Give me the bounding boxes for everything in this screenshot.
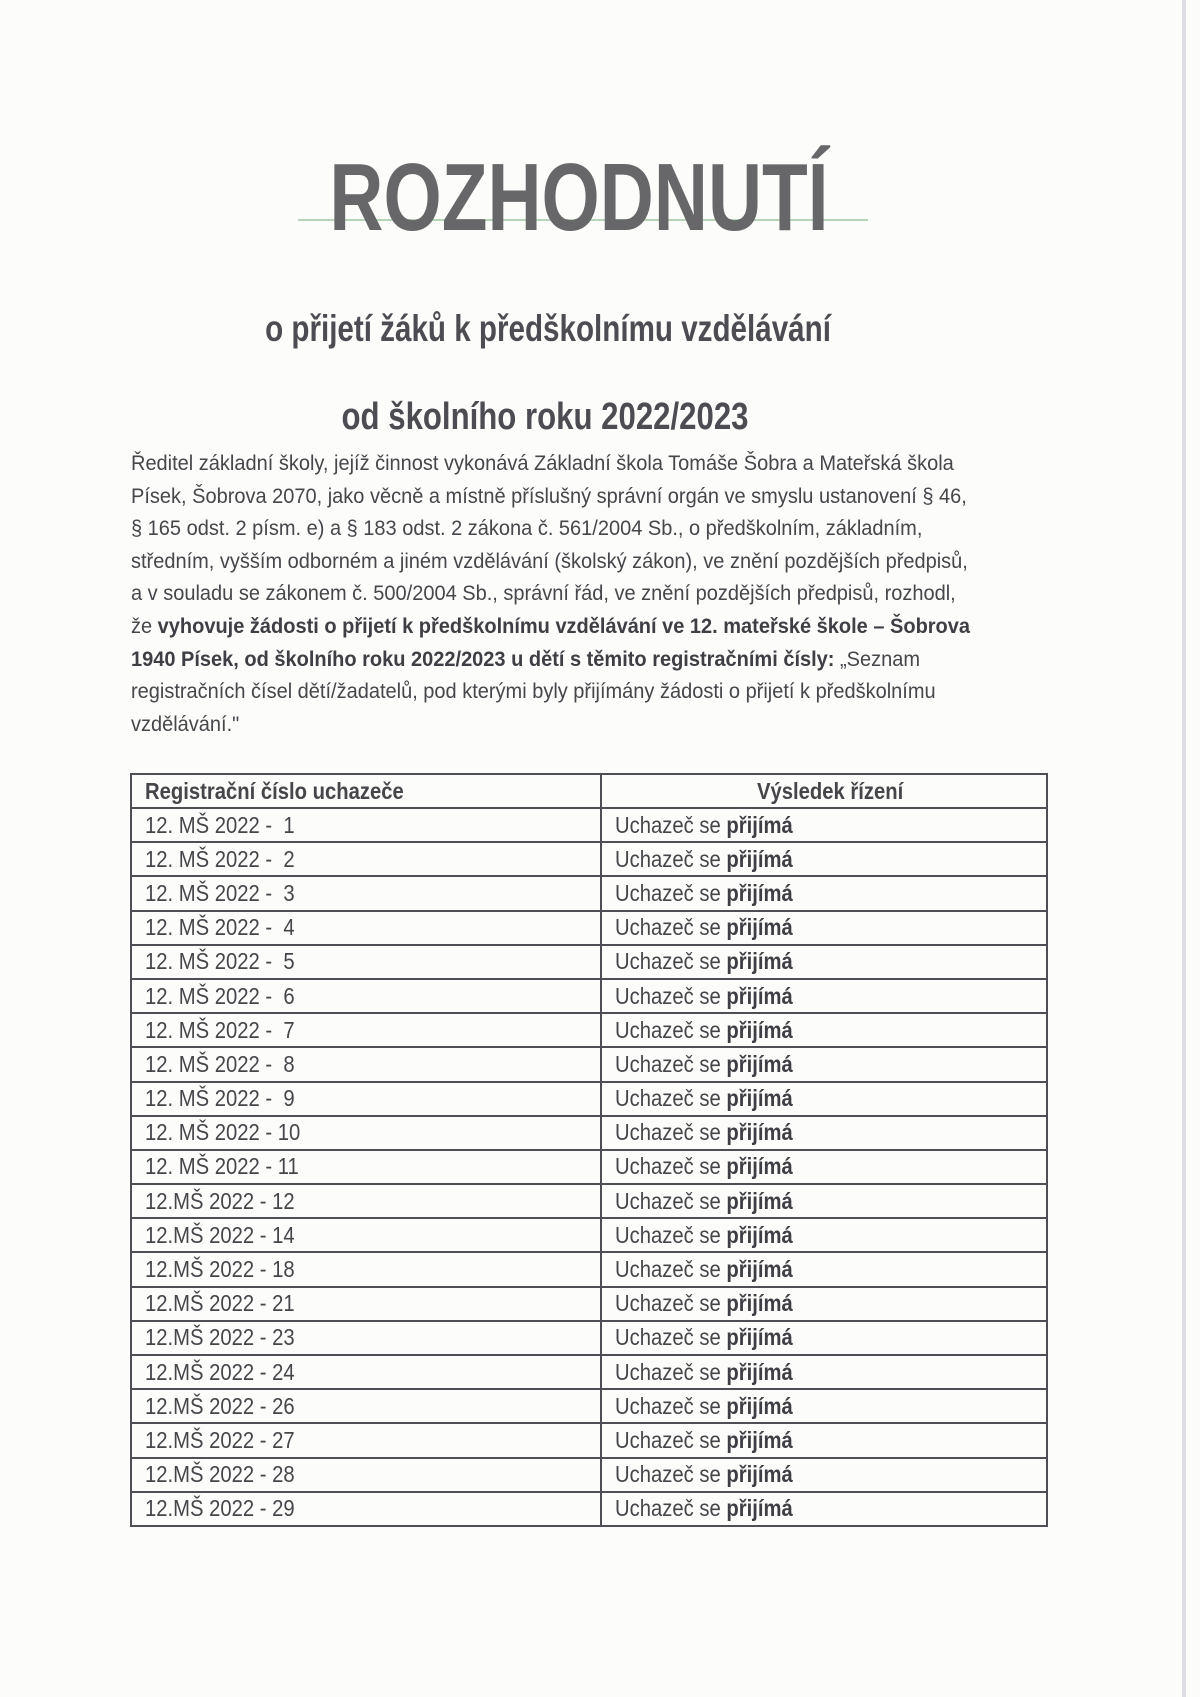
result-cell: Uchazeč se přijímá — [601, 1458, 1047, 1492]
result-cell: Uchazeč se přijímá — [601, 1047, 1047, 1081]
paragraph-line: středním, vyšším odborném a jiném vzdělávání (školský zákon), ve znění pozdějších předpisů, — [131, 548, 968, 573]
header-row — [131, 774, 1047, 808]
table-row — [131, 1082, 1047, 1116]
table-row — [131, 1492, 1047, 1526]
result-emphasis: přijímá — [726, 1495, 793, 1522]
result-emphasis: přijímá — [726, 845, 793, 872]
intro-paragraph — [131, 447, 1070, 740]
table-row — [131, 1355, 1047, 1389]
result-emphasis: přijímá — [726, 1426, 793, 1453]
registration-number-cell: 12.MŠ 2022 - 27 — [131, 1423, 601, 1457]
result-emphasis: přijímá — [726, 1153, 793, 1180]
result-emphasis: přijímá — [726, 1256, 793, 1283]
registration-number-cell: 12. MŠ 2022 - 9 — [131, 1082, 601, 1116]
result-emphasis: přijímá — [726, 1324, 793, 1351]
table-row — [131, 1252, 1047, 1286]
paragraph-line: že vyhovuje žádosti o přijetí k předškolnímu vzdělávání ve 12. mateřské škole – Šobrova — [131, 613, 971, 638]
result-cell: Uchazeč se přijímá — [601, 945, 1047, 979]
document-subtitle: o přijetí žáků k předškolnímu vzdělávání — [265, 308, 831, 349]
table-row — [131, 842, 1047, 876]
result-emphasis: přijímá — [726, 1461, 793, 1488]
result-emphasis: přijímá — [726, 1050, 793, 1077]
table-row — [131, 911, 1047, 945]
result-emphasis: přijímá — [726, 1119, 793, 1146]
paragraph-line: Písek, Šobrova 2070, jako věcně a místně příslušný správní orgán ve smyslu ustanovení § 46, — [131, 483, 967, 508]
registration-number-cell: 12.MŠ 2022 - 26 — [131, 1389, 601, 1423]
result-cell: Uchazeč se přijímá — [601, 1218, 1047, 1252]
result-cell: Uchazeč se přijímá — [601, 1321, 1047, 1355]
table-row — [131, 876, 1047, 910]
registration-number-cell: 12. MŠ 2022 - 8 — [131, 1047, 601, 1081]
result-cell: Uchazeč se přijímá — [601, 1116, 1047, 1150]
registration-number-cell: 12. MŠ 2022 - 2 — [131, 842, 601, 876]
result-emphasis: přijímá — [726, 1358, 793, 1385]
results-table-header — [131, 774, 1047, 808]
result-emphasis: přijímá — [726, 982, 793, 1009]
registration-number-cell: 12. MŠ 2022 - 6 — [131, 979, 601, 1013]
result-cell: Uchazeč se přijímá — [601, 979, 1047, 1013]
result-cell: Uchazeč se přijímá — [601, 1423, 1047, 1457]
registration-number-cell: 12. MŠ 2022 - 10 — [131, 1116, 601, 1150]
result-emphasis: přijímá — [726, 914, 793, 941]
registration-number-cell: 12. MŠ 2022 - 1 — [131, 808, 601, 842]
result-cell: Uchazeč se přijímá — [601, 1389, 1047, 1423]
results-table-body — [131, 808, 1047, 1526]
table-row — [131, 1287, 1047, 1321]
registration-number-cell: 12.MŠ 2022 - 18 — [131, 1252, 601, 1286]
registration-number-cell: 12.MŠ 2022 - 23 — [131, 1321, 601, 1355]
document-title: ROZHODNUTÍ — [329, 144, 829, 251]
registration-number-cell: 12.MŠ 2022 - 14 — [131, 1218, 601, 1252]
result-emphasis: přijímá — [726, 1290, 793, 1317]
result-cell: Uchazeč se přijímá — [601, 1252, 1047, 1286]
result-cell: Uchazeč se přijímá — [601, 1013, 1047, 1047]
table-row — [131, 1116, 1047, 1150]
header-result: Výsledek řízení — [601, 774, 1047, 808]
registration-number-cell: 12.MŠ 2022 - 28 — [131, 1458, 601, 1492]
registration-number-cell: 12. MŠ 2022 - 4 — [131, 911, 601, 945]
result-emphasis: přijímá — [726, 1392, 793, 1419]
result-emphasis: přijímá — [726, 1085, 793, 1112]
result-emphasis: přijímá — [726, 1187, 793, 1214]
registration-number-cell: 12.MŠ 2022 - 24 — [131, 1355, 601, 1389]
result-emphasis: přijímá — [726, 1016, 793, 1043]
table-row — [131, 1013, 1047, 1047]
registration-number-cell: 12. MŠ 2022 - 5 — [131, 945, 601, 979]
registration-number-cell: 12. MŠ 2022 - 3 — [131, 876, 601, 910]
result-cell: Uchazeč se přijímá — [601, 842, 1047, 876]
paragraph-line: Ředitel základní školy, jejíž činnost vykonává Základní škola Tomáše Šobra a Mateřská škola — [131, 451, 954, 475]
result-cell: Uchazeč se přijímá — [601, 911, 1047, 945]
result-cell: Uchazeč se přijímá — [601, 1355, 1047, 1389]
registration-number-cell: 12. MŠ 2022 - 7 — [131, 1013, 601, 1047]
table-row — [131, 1184, 1047, 1218]
table-row — [131, 945, 1047, 979]
table-row — [131, 1047, 1047, 1081]
results-table — [130, 773, 1048, 1527]
table-row — [131, 1150, 1047, 1184]
paragraph-line: registračních čísel dětí/žadatelů, pod kterými byly přijímány žádosti o přijetí k předškolnímu — [131, 679, 936, 704]
registration-number-cell: 12. MŠ 2022 - 11 — [131, 1150, 601, 1184]
paragraph-line: 1940 Písek, od školního roku 2022/2023 u dětí s těmito registračními čísly: „Seznam — [131, 646, 921, 671]
result-cell: Uchazeč se přijímá — [601, 808, 1047, 842]
paragraph-line: a v souladu se zákonem č. 500/2004 Sb., správní řád, ve znění pozdějších předpisů, rozhodl, — [131, 581, 956, 606]
scanner-edge-line — [1182, 0, 1186, 1697]
header-registration-number: Registrační číslo uchazeče — [131, 774, 601, 808]
table-row — [131, 1423, 1047, 1457]
registration-number-cell: 12.MŠ 2022 - 12 — [131, 1184, 601, 1218]
result-cell: Uchazeč se přijímá — [601, 1287, 1047, 1321]
result-cell: Uchazeč se přijímá — [601, 1082, 1047, 1116]
result-emphasis: přijímá — [726, 1221, 793, 1248]
registration-number-cell: 12.MŠ 2022 - 21 — [131, 1287, 601, 1321]
result-cell: Uchazeč se přijímá — [601, 1492, 1047, 1526]
paragraph-line: § 165 odst. 2 písm. e) a § 183 odst. 2 zákona č. 561/2004 Sb., o předškolním, základním, — [131, 516, 923, 541]
table-row — [131, 808, 1047, 842]
table-row — [131, 1218, 1047, 1252]
result-emphasis: přijímá — [726, 811, 793, 838]
result-cell: Uchazeč se přijímá — [601, 1184, 1047, 1218]
result-cell: Uchazeč se přijímá — [601, 1150, 1047, 1184]
registration-number-cell: 12.MŠ 2022 - 29 — [131, 1492, 601, 1526]
table-row — [131, 1458, 1047, 1492]
table-row — [131, 1321, 1047, 1355]
result-emphasis: přijímá — [726, 879, 793, 906]
table-row — [131, 1389, 1047, 1423]
document-subtitle-year: od školního roku 2022/2023 — [341, 396, 749, 438]
result-emphasis: přijímá — [726, 948, 793, 975]
result-cell: Uchazeč se přijímá — [601, 876, 1047, 910]
table-row — [131, 979, 1047, 1013]
paragraph-line: vzdělávání." — [131, 711, 240, 736]
